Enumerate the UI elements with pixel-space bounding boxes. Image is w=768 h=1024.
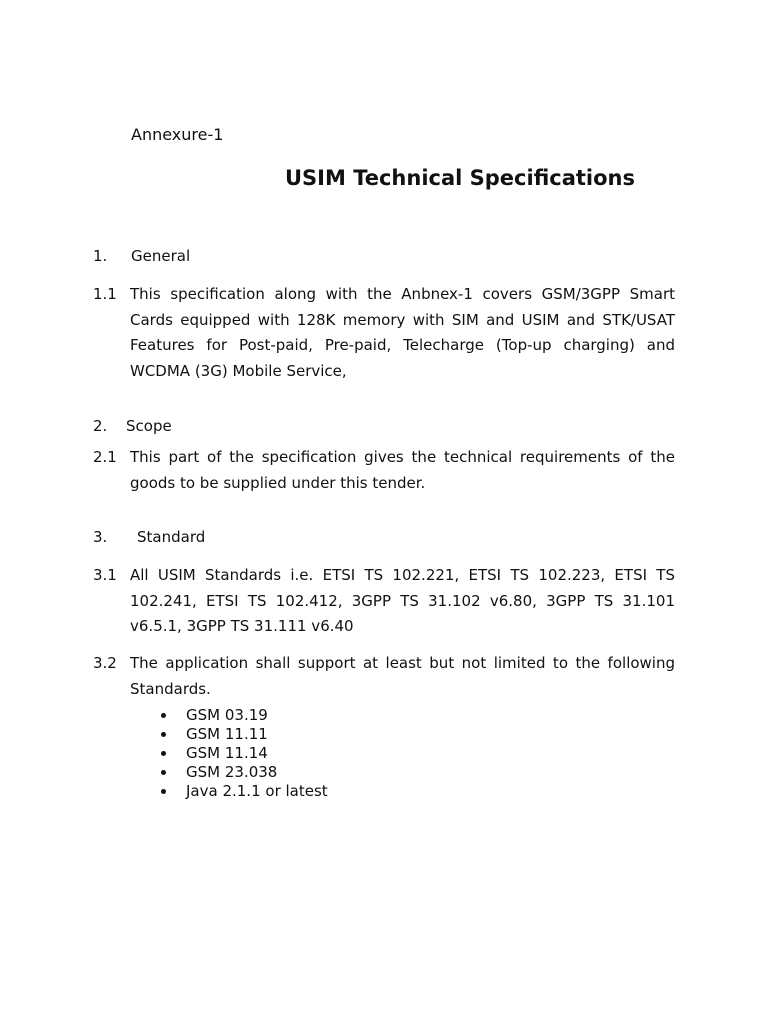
- annexure-label: Annexure-1: [131, 125, 224, 144]
- section-title: General: [131, 247, 191, 265]
- bullet-icon: [161, 732, 166, 737]
- section-heading-scope: [93, 416, 172, 436]
- paragraph-text: This part of the specification gives the technical requirements of the goods to be supplied under this tender.: [130, 448, 675, 492]
- document-title: USIM Technical Specifications: [285, 166, 635, 190]
- paragraph-text: The application shall support at least but not limited to the following Standards.: [130, 654, 675, 698]
- bullet-icon: [161, 770, 166, 775]
- list-item: Java 2.1.1 or latest: [161, 782, 328, 801]
- paragraph-text: All USIM Standards i.e. ETSI TS 102.221, ETSI TS 102.223, ETSI TS 102.241, ETSI TS 102.412, 3GPP TS 31.102 v6.80, 3GPP TS 31.101 v6.5.1, 3GPP TS 31.111 v6.40: [130, 566, 675, 635]
- paragraph-number: 1.1: [93, 285, 117, 303]
- paragraph-1-1: [93, 282, 675, 384]
- paragraph-3-1: [93, 563, 675, 640]
- list-item: GSM 11.14: [161, 744, 328, 763]
- section-number: 1.: [93, 247, 108, 265]
- list-item: GSM 11.11: [161, 725, 328, 744]
- section-number: 2.: [93, 417, 108, 435]
- paragraph-2-1: [93, 445, 675, 496]
- section-heading-general: [93, 246, 191, 266]
- section-heading-standard: [93, 527, 206, 547]
- section-title: Standard: [137, 528, 206, 546]
- bullet-icon: [161, 713, 166, 718]
- list-item: GSM 03.19: [161, 706, 328, 725]
- section-title: Scope: [126, 417, 172, 435]
- paragraph-number: 3.2: [93, 654, 117, 672]
- bullet-icon: [161, 751, 166, 756]
- bullet-icon: [161, 789, 166, 794]
- paragraph-number: 2.1: [93, 448, 117, 466]
- paragraph-text: This specification along with the Anbnex-1 covers GSM/3GPP Smart Cards equipped with 128K memory with SIM and USIM and STK/USAT Features for Post-paid, Pre-paid, Telecharge (Top-up charging) and WCDMA (3G) Mobile Service,: [130, 285, 675, 380]
- paragraph-number: 3.1: [93, 566, 117, 584]
- paragraph-3-2: [93, 651, 675, 702]
- section-number: 3.: [93, 528, 108, 546]
- list-item: GSM 23.038: [161, 763, 328, 782]
- standards-list: [161, 706, 328, 801]
